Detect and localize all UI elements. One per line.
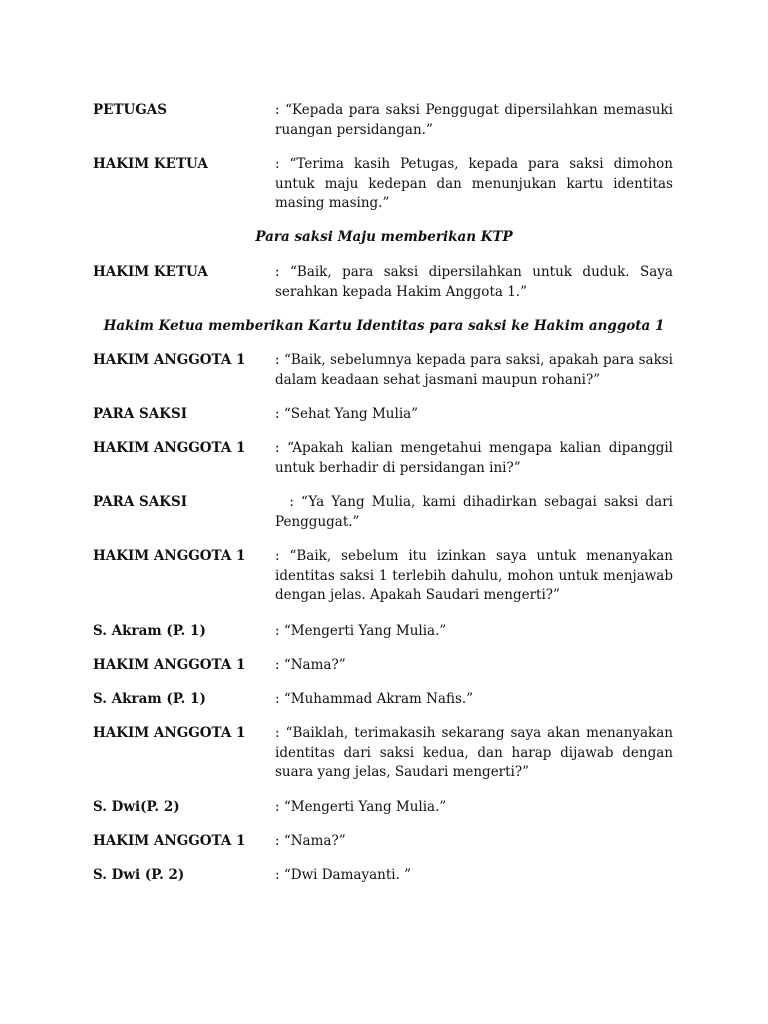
speaker-label: S. Akram (P. 1)	[93, 691, 206, 707]
speech-text: : “Baik, sebelumnya kepada para saksi, apakah para saksi dalam keadaan sehat jasmani maupun rohani?”	[275, 352, 673, 388]
speech-text: : “Apakah kalian mengetahui mengapa kalian dipanggil untuk berhadir di persidangan ini?”	[275, 440, 673, 476]
speech-text: : “Nama?”	[275, 833, 346, 849]
speaker-label: HAKIM KETUA	[93, 156, 208, 172]
speech-text: : “Dwi Damayanti. ”	[275, 867, 412, 883]
speech-text: : “Baik, sebelum itu izinkan saya untuk menanyakan identitas saksi 1 terlebih dahulu, mohon untuk menjawab dengan jelas. Apakah Saudari mengerti?”	[275, 548, 673, 603]
speaker-label: HAKIM ANGGOTA 1	[93, 657, 246, 673]
stage-direction: Para saksi Maju memberikan KTP	[255, 229, 513, 245]
speaker-label: HAKIM ANGGOTA 1	[93, 440, 246, 456]
speaker-label: S. Dwi (P. 2)	[93, 867, 185, 883]
speech-text: : “Terima kasih Petugas, kepada para saksi dimohon untuk maju kedepan dan menunjukan kartu identitas masing masing.”	[275, 156, 673, 211]
speech-text: : “Ya Yang Mulia, kami dihadirkan sebagai saksi dari Penggugat.”	[275, 494, 678, 530]
speech-text: : “Baik, para saksi dipersilahkan untuk duduk. Saya serahkan kepada Hakim Anggota 1.”	[275, 264, 673, 300]
speaker-label: S. Dwi(P. 2)	[93, 799, 180, 815]
speech-text: : “Kepada para saksi Penggugat dipersilahkan memasuki ruangan persidangan.”	[275, 102, 673, 138]
speaker-label: HAKIM ANGGOTA 1	[93, 725, 246, 741]
speaker-label: PARA SAKSI	[93, 406, 188, 422]
speaker-label: HAKIM ANGGOTA 1	[93, 833, 246, 849]
speech-text: : “Baiklah, terimakasih sekarang saya akan menanyakan identitas dari saksi kedua, dan harap dijawab dengan suara yang jelas, Saudari mengerti?”	[275, 725, 673, 780]
speech-text: : “Nama?”	[275, 657, 346, 673]
speech-text: : “Muhammad Akram Nafis.”	[275, 691, 474, 707]
speaker-label: PETUGAS	[93, 102, 168, 118]
stage-direction: Hakim Ketua memberikan Kartu Identitas para saksi ke Hakim anggota 1	[103, 318, 665, 334]
speech-text: : “Sehat Yang Mulia”	[275, 406, 419, 422]
speaker-label: HAKIM KETUA	[93, 264, 208, 280]
speaker-label: S. Akram (P. 1)	[93, 623, 206, 639]
speech-text: : “Mengerti Yang Mulia.”	[275, 799, 447, 815]
speech-text: : “Mengerti Yang Mulia.”	[275, 623, 447, 639]
speaker-label: PARA SAKSI	[93, 494, 188, 510]
speaker-label: HAKIM ANGGOTA 1	[93, 548, 246, 564]
speaker-label: HAKIM ANGGOTA 1	[93, 352, 246, 368]
